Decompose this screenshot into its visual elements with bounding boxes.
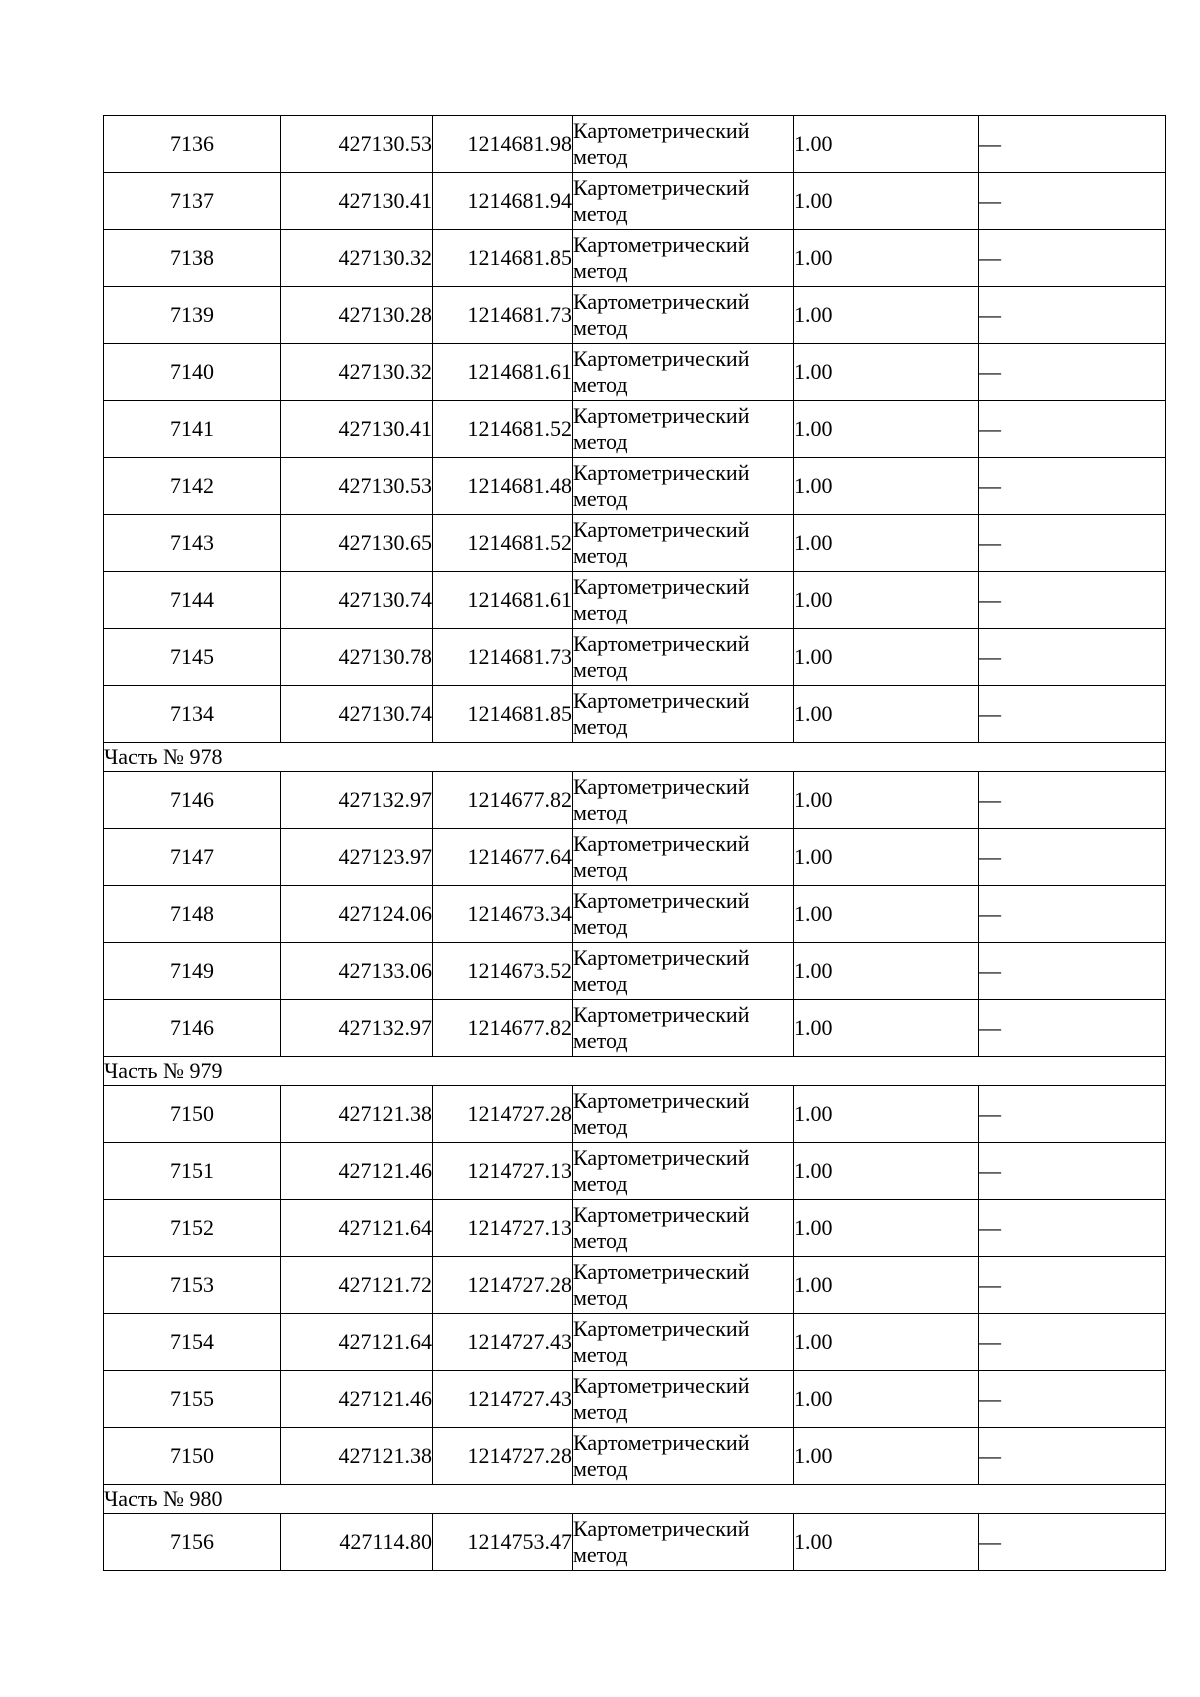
x-coordinate-cell: 427121.64 xyxy=(281,1200,433,1257)
table-row xyxy=(104,1257,1166,1314)
x-coordinate-cell: 427123.97 xyxy=(281,829,433,886)
table-row xyxy=(104,401,1166,458)
coordinates-table xyxy=(103,115,1166,1571)
method-line-2: метод xyxy=(573,1456,628,1481)
accuracy-cell: 1.00 xyxy=(794,1514,979,1571)
point-number-cell: 7150 xyxy=(104,1428,281,1485)
y-coordinate-cell: 1214681.61 xyxy=(433,572,573,629)
table-row xyxy=(104,572,1166,629)
table-row xyxy=(104,116,1166,173)
method-line-2: метод xyxy=(573,1342,628,1367)
method-line-2: метод xyxy=(573,657,628,682)
method-line-1: Картометрический xyxy=(573,460,750,485)
description-cell: — xyxy=(979,287,1166,344)
accuracy-cell: 1.00 xyxy=(794,116,979,173)
x-coordinate-cell: 427130.74 xyxy=(281,572,433,629)
point-number-cell: 7142 xyxy=(104,458,281,515)
method-line-1: Картометрический xyxy=(573,1202,750,1227)
x-coordinate-cell: 427132.97 xyxy=(281,772,433,829)
description-cell: — xyxy=(979,1257,1166,1314)
table-row xyxy=(104,772,1166,829)
method-line-1: Картометрический xyxy=(573,688,750,713)
accuracy-cell: 1.00 xyxy=(794,458,979,515)
y-coordinate-cell: 1214681.48 xyxy=(433,458,573,515)
method-cell xyxy=(573,629,794,686)
method-cell xyxy=(573,1514,794,1571)
method-line-1: Картометрический xyxy=(573,1516,750,1541)
method-cell xyxy=(573,401,794,458)
y-coordinate-cell: 1214681.61 xyxy=(433,344,573,401)
method-line-1: Картометрический xyxy=(573,945,750,970)
y-coordinate-cell: 1214681.52 xyxy=(433,401,573,458)
table-row xyxy=(104,1371,1166,1428)
x-coordinate-cell: 427121.46 xyxy=(281,1371,433,1428)
y-coordinate-cell: 1214727.28 xyxy=(433,1257,573,1314)
y-coordinate-cell: 1214681.73 xyxy=(433,629,573,686)
x-coordinate-cell: 427130.41 xyxy=(281,173,433,230)
point-number-cell: 7138 xyxy=(104,230,281,287)
x-coordinate-cell: 427121.72 xyxy=(281,1257,433,1314)
accuracy-cell: 1.00 xyxy=(794,572,979,629)
coordinates-table-body xyxy=(104,116,1166,1571)
method-line-2: метод xyxy=(573,600,628,625)
method-cell xyxy=(573,1257,794,1314)
description-cell: — xyxy=(979,401,1166,458)
point-number-cell: 7139 xyxy=(104,287,281,344)
y-coordinate-cell: 1214727.43 xyxy=(433,1371,573,1428)
method-line-2: метод xyxy=(573,714,628,739)
section-header-row xyxy=(104,743,1166,772)
method-cell xyxy=(573,1086,794,1143)
method-cell xyxy=(573,1000,794,1057)
method-line-1: Картометрический xyxy=(573,774,750,799)
description-cell: — xyxy=(979,1143,1166,1200)
x-coordinate-cell: 427124.06 xyxy=(281,886,433,943)
table-row xyxy=(104,344,1166,401)
point-number-cell: 7140 xyxy=(104,344,281,401)
method-line-1: Картометрический xyxy=(573,517,750,542)
description-cell: — xyxy=(979,230,1166,287)
description-cell: — xyxy=(979,1086,1166,1143)
method-cell xyxy=(573,686,794,743)
accuracy-cell: 1.00 xyxy=(794,943,979,1000)
method-line-1: Картометрический xyxy=(573,1259,750,1284)
point-number-cell: 7152 xyxy=(104,1200,281,1257)
description-cell: — xyxy=(979,686,1166,743)
y-coordinate-cell: 1214727.13 xyxy=(433,1143,573,1200)
accuracy-cell: 1.00 xyxy=(794,173,979,230)
y-coordinate-cell: 1214681.73 xyxy=(433,287,573,344)
point-number-cell: 7147 xyxy=(104,829,281,886)
y-coordinate-cell: 1214727.43 xyxy=(433,1314,573,1371)
method-cell xyxy=(573,1428,794,1485)
point-number-cell: 7149 xyxy=(104,943,281,1000)
accuracy-cell: 1.00 xyxy=(794,344,979,401)
method-line-2: метод xyxy=(573,800,628,825)
x-coordinate-cell: 427132.97 xyxy=(281,1000,433,1057)
description-cell: — xyxy=(979,829,1166,886)
method-cell xyxy=(573,886,794,943)
method-line-2: метод xyxy=(573,1171,628,1196)
point-number-cell: 7151 xyxy=(104,1143,281,1200)
x-coordinate-cell: 427121.38 xyxy=(281,1086,433,1143)
accuracy-cell: 1.00 xyxy=(794,1257,979,1314)
method-line-2: метод xyxy=(573,258,628,283)
point-number-cell: 7156 xyxy=(104,1514,281,1571)
method-line-1: Картометрический xyxy=(573,1316,750,1341)
method-cell xyxy=(573,943,794,1000)
point-number-cell: 7154 xyxy=(104,1314,281,1371)
description-cell: — xyxy=(979,1000,1166,1057)
method-line-2: метод xyxy=(573,914,628,939)
y-coordinate-cell: 1214681.85 xyxy=(433,686,573,743)
y-coordinate-cell: 1214681.98 xyxy=(433,116,573,173)
method-line-1: Картометрический xyxy=(573,346,750,371)
y-coordinate-cell: 1214677.64 xyxy=(433,829,573,886)
accuracy-cell: 1.00 xyxy=(794,772,979,829)
table-row xyxy=(104,230,1166,287)
method-line-1: Картометрический xyxy=(573,888,750,913)
method-line-2: метод xyxy=(573,1285,628,1310)
description-cell: — xyxy=(979,458,1166,515)
method-line-2: метод xyxy=(573,201,628,226)
method-cell xyxy=(573,1371,794,1428)
description-cell: — xyxy=(979,886,1166,943)
x-coordinate-cell: 427121.38 xyxy=(281,1428,433,1485)
table-row xyxy=(104,1086,1166,1143)
x-coordinate-cell: 427121.46 xyxy=(281,1143,433,1200)
description-cell: — xyxy=(979,1314,1166,1371)
x-coordinate-cell: 427130.28 xyxy=(281,287,433,344)
method-cell xyxy=(573,1200,794,1257)
table-row xyxy=(104,287,1166,344)
section-header-row xyxy=(104,1485,1166,1514)
method-line-1: Картометрический xyxy=(573,1002,750,1027)
section-header-label: Часть № 980 xyxy=(104,1485,1166,1514)
x-coordinate-cell: 427130.74 xyxy=(281,686,433,743)
method-line-2: метод xyxy=(573,1542,628,1567)
method-line-1: Картометрический xyxy=(573,118,750,143)
method-cell xyxy=(573,287,794,344)
accuracy-cell: 1.00 xyxy=(794,1371,979,1428)
accuracy-cell: 1.00 xyxy=(794,287,979,344)
method-line-1: Картометрический xyxy=(573,574,750,599)
accuracy-cell: 1.00 xyxy=(794,515,979,572)
method-cell xyxy=(573,515,794,572)
x-coordinate-cell: 427130.32 xyxy=(281,344,433,401)
point-number-cell: 7134 xyxy=(104,686,281,743)
point-number-cell: 7137 xyxy=(104,173,281,230)
x-coordinate-cell: 427130.53 xyxy=(281,116,433,173)
point-number-cell: 7155 xyxy=(104,1371,281,1428)
description-cell: — xyxy=(979,116,1166,173)
method-cell xyxy=(573,230,794,287)
method-cell xyxy=(573,344,794,401)
table-row xyxy=(104,515,1166,572)
method-line-2: метод xyxy=(573,315,628,340)
table-row xyxy=(104,173,1166,230)
accuracy-cell: 1.00 xyxy=(794,1000,979,1057)
section-header-label: Часть № 978 xyxy=(104,743,1166,772)
x-coordinate-cell: 427130.78 xyxy=(281,629,433,686)
point-number-cell: 7143 xyxy=(104,515,281,572)
x-coordinate-cell: 427130.53 xyxy=(281,458,433,515)
point-number-cell: 7144 xyxy=(104,572,281,629)
y-coordinate-cell: 1214677.82 xyxy=(433,1000,573,1057)
accuracy-cell: 1.00 xyxy=(794,886,979,943)
table-row xyxy=(104,1314,1166,1371)
table-row xyxy=(104,1200,1166,1257)
description-cell: — xyxy=(979,1200,1166,1257)
point-number-cell: 7150 xyxy=(104,1086,281,1143)
table-row xyxy=(104,1514,1166,1571)
y-coordinate-cell: 1214673.52 xyxy=(433,943,573,1000)
method-cell xyxy=(573,1143,794,1200)
method-cell xyxy=(573,458,794,515)
accuracy-cell: 1.00 xyxy=(794,1143,979,1200)
method-cell xyxy=(573,772,794,829)
description-cell: — xyxy=(979,1371,1166,1428)
description-cell: — xyxy=(979,629,1166,686)
method-line-1: Картометрический xyxy=(573,289,750,314)
table-row xyxy=(104,629,1166,686)
point-number-cell: 7145 xyxy=(104,629,281,686)
point-number-cell: 7141 xyxy=(104,401,281,458)
y-coordinate-cell: 1214681.85 xyxy=(433,230,573,287)
method-line-2: метод xyxy=(573,543,628,568)
table-row xyxy=(104,1143,1166,1200)
x-coordinate-cell: 427121.64 xyxy=(281,1314,433,1371)
y-coordinate-cell: 1214681.52 xyxy=(433,515,573,572)
y-coordinate-cell: 1214753.47 xyxy=(433,1514,573,1571)
section-header-label: Часть № 979 xyxy=(104,1057,1166,1086)
method-cell xyxy=(573,1314,794,1371)
method-line-1: Картометрический xyxy=(573,175,750,200)
accuracy-cell: 1.00 xyxy=(794,1428,979,1485)
y-coordinate-cell: 1214727.13 xyxy=(433,1200,573,1257)
accuracy-cell: 1.00 xyxy=(794,686,979,743)
method-cell xyxy=(573,572,794,629)
description-cell: — xyxy=(979,1514,1166,1571)
method-line-1: Картометрический xyxy=(573,232,750,257)
method-line-1: Картометрический xyxy=(573,403,750,428)
point-number-cell: 7153 xyxy=(104,1257,281,1314)
accuracy-cell: 1.00 xyxy=(794,1314,979,1371)
method-line-1: Картометрический xyxy=(573,1088,750,1113)
accuracy-cell: 1.00 xyxy=(794,230,979,287)
x-coordinate-cell: 427130.65 xyxy=(281,515,433,572)
method-line-1: Картометрический xyxy=(573,831,750,856)
method-line-1: Картометрический xyxy=(573,1373,750,1398)
accuracy-cell: 1.00 xyxy=(794,401,979,458)
description-cell: — xyxy=(979,1428,1166,1485)
y-coordinate-cell: 1214727.28 xyxy=(433,1086,573,1143)
x-coordinate-cell: 427133.06 xyxy=(281,943,433,1000)
description-cell: — xyxy=(979,344,1166,401)
method-line-2: метод xyxy=(573,429,628,454)
accuracy-cell: 1.00 xyxy=(794,829,979,886)
point-number-cell: 7146 xyxy=(104,772,281,829)
accuracy-cell: 1.00 xyxy=(794,629,979,686)
method-line-2: метод xyxy=(573,971,628,996)
description-cell: — xyxy=(979,572,1166,629)
accuracy-cell: 1.00 xyxy=(794,1086,979,1143)
method-line-2: метод xyxy=(573,1228,628,1253)
method-line-2: метод xyxy=(573,372,628,397)
description-cell: — xyxy=(979,772,1166,829)
point-number-cell: 7148 xyxy=(104,886,281,943)
description-cell: — xyxy=(979,515,1166,572)
method-line-1: Картометрический xyxy=(573,631,750,656)
description-cell: — xyxy=(979,943,1166,1000)
method-line-2: метод xyxy=(573,1028,628,1053)
x-coordinate-cell: 427130.41 xyxy=(281,401,433,458)
method-line-2: метод xyxy=(573,1114,628,1139)
method-line-2: метод xyxy=(573,857,628,882)
method-line-1: Картометрический xyxy=(573,1145,750,1170)
y-coordinate-cell: 1214681.94 xyxy=(433,173,573,230)
x-coordinate-cell: 427130.32 xyxy=(281,230,433,287)
method-line-1: Картометрический xyxy=(573,1430,750,1455)
y-coordinate-cell: 1214673.34 xyxy=(433,886,573,943)
point-number-cell: 7136 xyxy=(104,116,281,173)
table-row xyxy=(104,458,1166,515)
y-coordinate-cell: 1214727.28 xyxy=(433,1428,573,1485)
section-header-row xyxy=(104,1057,1166,1086)
method-cell xyxy=(573,173,794,230)
method-line-2: метод xyxy=(573,486,628,511)
point-number-cell: 7146 xyxy=(104,1000,281,1057)
y-coordinate-cell: 1214677.82 xyxy=(433,772,573,829)
table-row xyxy=(104,829,1166,886)
table-row xyxy=(104,686,1166,743)
accuracy-cell: 1.00 xyxy=(794,1200,979,1257)
method-line-2: метод xyxy=(573,144,628,169)
table-row xyxy=(104,886,1166,943)
method-cell xyxy=(573,829,794,886)
table-row xyxy=(104,1000,1166,1057)
x-coordinate-cell: 427114.80 xyxy=(281,1514,433,1571)
table-row xyxy=(104,943,1166,1000)
method-cell xyxy=(573,116,794,173)
method-line-2: метод xyxy=(573,1399,628,1424)
description-cell: — xyxy=(979,173,1166,230)
table-row xyxy=(104,1428,1166,1485)
